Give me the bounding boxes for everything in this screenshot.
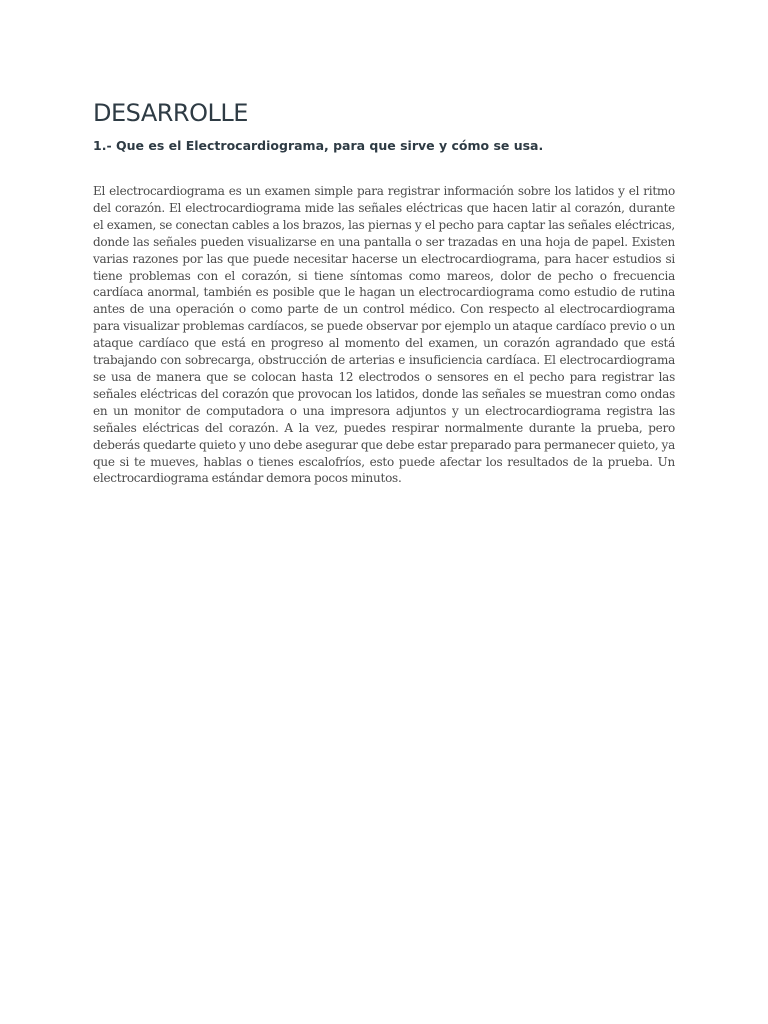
document-content bbox=[93, 98, 675, 487]
question-title: 1.- Que es el Electrocardiograma, para que sirve y cómo se usa. bbox=[93, 138, 544, 153]
answer-paragraph: El electrocardiograma es un examen simple para registrar información sobre los latidos y el ritmo del corazón. El electrocardiograma mide las señales eléctricas que hacen latir al corazón, durante el examen, se conectan cables a los brazos, las piernas y el pecho para captar las señales eléctricas, donde las señales pueden visualizarse en una pantalla o ser trazadas en una hoja de papel. Existen varias razones por las que puede necesitar hacerse un electrocardiograma, para hacer estudios si tiene problemas con el corazón, si tiene síntomas como mareos, dolor de pecho o frecuencia cardíaca anormal, también es posible que le hagan un electrocardiograma como estudio de rutina antes de una operación o como parte de un control médico. Con respecto al electrocardiograma para visualizar problemas cardíacos, se puede observar por ejemplo un ataque cardíaco previo o un ataque cardíaco que está en progreso al momento del examen, un corazón agrandado que está trabajando con sobrecarga, obstrucción de arterias e insuficiencia cardíaca. El electrocardiograma se usa de manera que se colocan hasta 12 electrodos o sensores en el pecho para registrar las señales eléctricas del corazón que provocan los latidos, donde las señales se muestran como ondas en un monitor de computadora o una impresora adjuntos y un electrocardiograma registra las señales eléctricas del corazón. A la vez, puedes respirar normalmente durante la prueba, pero deberás quedarte quieto y uno debe asegurar que debe estar preparado para permanecer quieto, ya que si te mueves, hablas o tienes escalofríos, esto puede afectar los resultados de la prueba. Un electrocardiograma estándar demora pocos minutos. bbox=[93, 184, 675, 486]
section-heading: DESARROLLE bbox=[93, 99, 248, 127]
